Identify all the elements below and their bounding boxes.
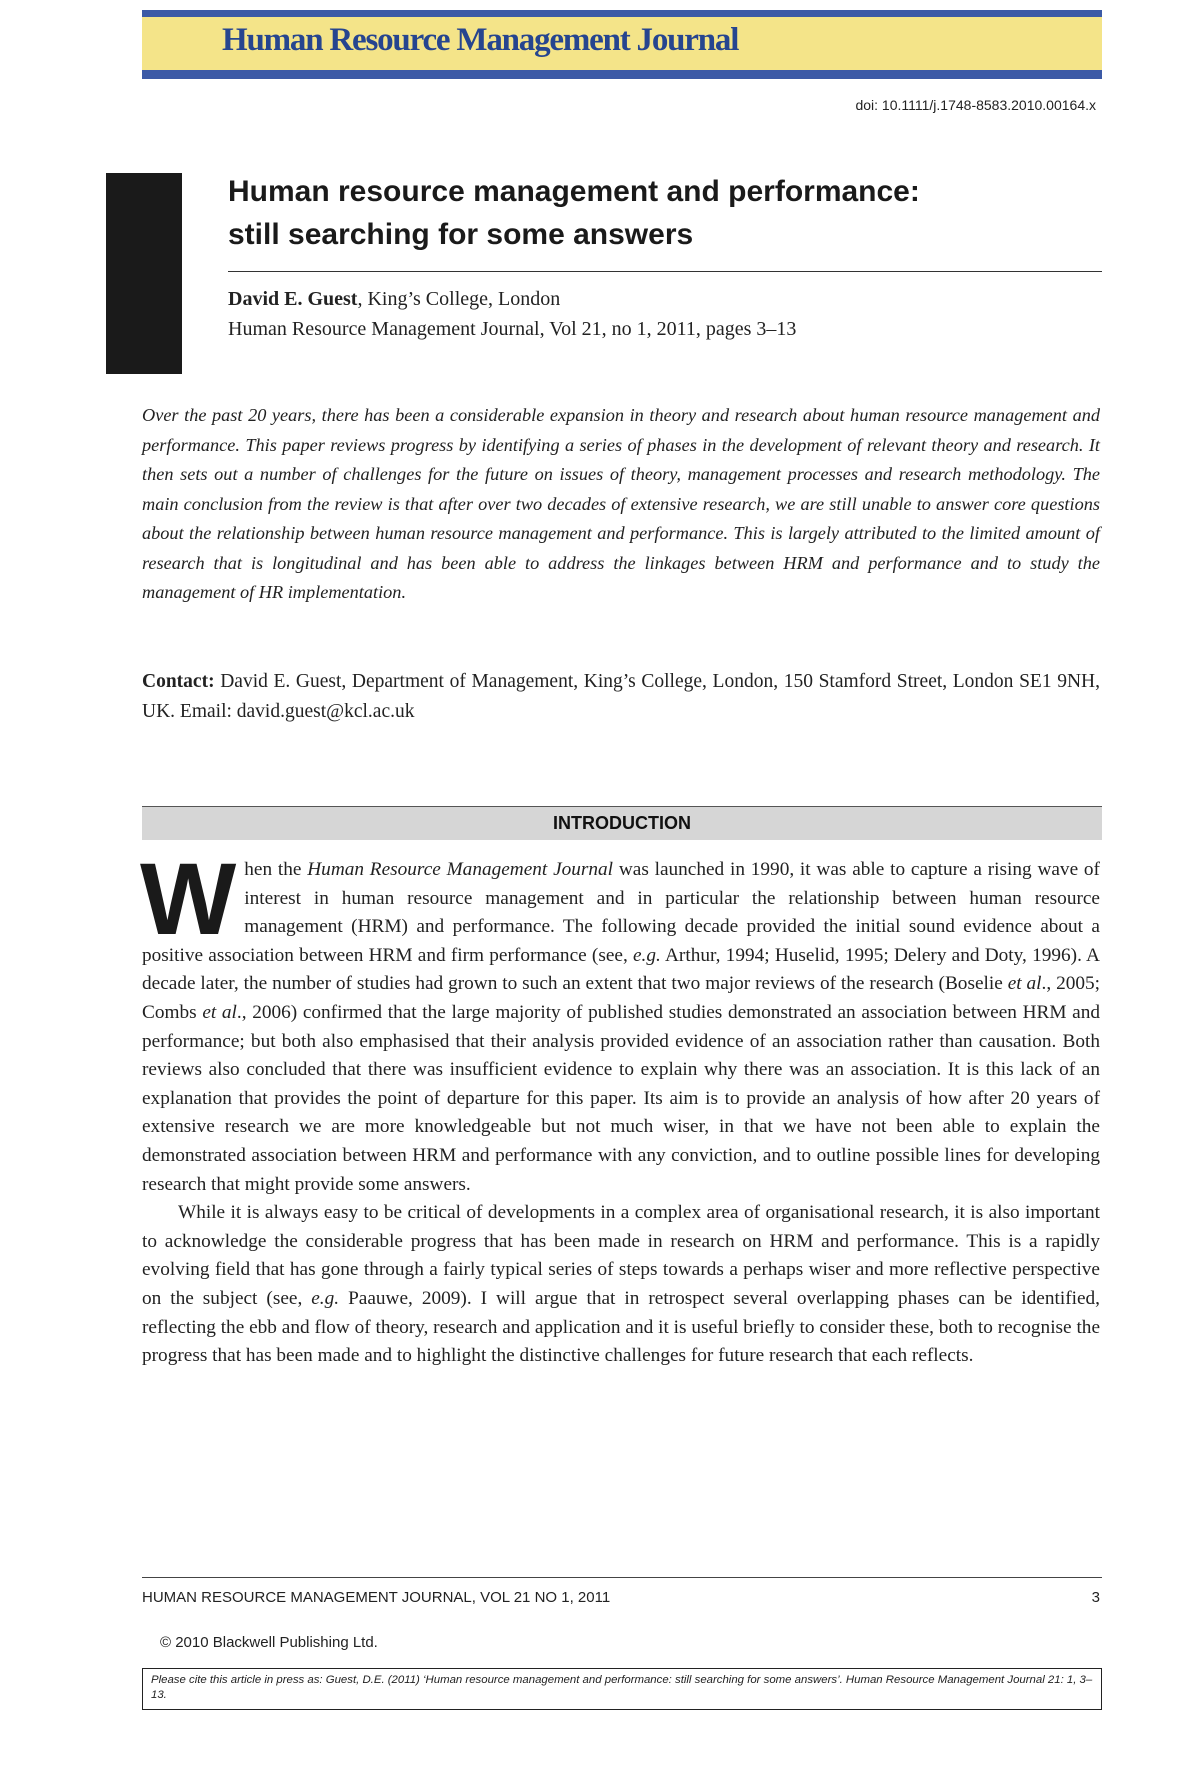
text-run: Arthur, 1994; Huselid, 1995; Delery and Doty, 1996). A decade later, the number of studies had grown to such an extent that two major reviews of the research (Boselie [142,944,1100,995]
author-name: David E. Guest [228,288,358,310]
banner-bottom-stripe [142,70,1102,79]
text-run: While it is always easy to be critical of developments in a complex area of organisational research, it is also important to acknowledge the considerable progress that has been made in research on HRM and performance. This is a rapidly evolving field that has gone through a fairly typical series of steps towards a perhaps wiser and more reflective perspective on the subject (see, [142,1202,1100,1309]
text-run: ., 2006) confirmed that the large majority of published studies demonstrated an association between HRM and performance; but both also emphasised that their analysis provided evidence of an association rather than causation. Both reviews also concluded that there was insufficient evidence to explain why there was an association. It is this lack of an explanation that provides the point of departure for this paper. Its aim is to provide an analysis of how after 20 years of extensive research we are more knowledgeable but not much wiser, in that we have not been able to explain the demonstrated association between HRM and performance with any conviction, and to outline possible lines for developing research that might provide some answers. [142,1001,1100,1195]
text-run: ., 2005; Combs [142,973,1100,1023]
citation-notice-box: Please cite this article in press as: Guest, D.E. (2011) ‘Human resource management and performance: still searching for some answers’. Human Resource Management Journal 21: 1, 3–13. [142,1668,1102,1710]
footer-journal-line: HUMAN RESOURCE MANAGEMENT JOURNAL, VOL 21 NO 1, 2011 [142,1589,611,1606]
doi: doi: 10.1111/j.1748-8583.2010.00164.x [855,97,1096,113]
copyright: © 2010 Blackwell Publishing Ltd. [160,1634,378,1651]
article-title-line1: Human resource management and performance: [228,175,920,208]
journal-banner-title: Human Resource Management Journal [222,22,739,58]
contact-label: Contact: [142,671,215,692]
eg-italic: e.g. [633,944,661,966]
eg-italic: e.g. [311,1287,340,1309]
paragraph [142,1199,1100,1371]
contact [142,667,1100,727]
article-title [228,170,1108,256]
et-al-italic: et al [202,1001,237,1023]
journal-name-italic: Human Resource Management Journal [307,859,614,880]
citation-line: Human Resource Management Journal, Vol 21, no 1, 2011, pages 3–13 [228,318,797,340]
text-run: was launched in 1990, it was able to capture a rising wave of interest in human resource management and in particular the relationship between human resource management (HRM) and performance. The following decade provided the initial sound evidence about a positive association between HRM and firm performance (see, [142,859,1100,966]
text-run: Paauwe, 2009). I will argue that in retrospect several overlapping phases can be identified, reflecting the ebb and flow of theory, research and application and it is useful briefly to consider these, both to recognise the progress that has been made and to highlight the distinctive challenges for future research that each reflects. [142,1287,1101,1367]
title-divider [228,271,1102,272]
introduction-body [140,842,1101,1371]
article-title-line2: still searching for some answers [228,218,694,251]
et-al-italic: et al [1007,973,1042,995]
author-affiliation: , King’s College, London [357,288,561,310]
abstract: Over the past 20 years, there has been a considerable expansion in theory and research about human resource management and performance. This paper reviews progress by identifying a series of phases in the development of relevant theory and research. It then sets out a number of challenges for the future on issues of theory, management processes and research methodology. The main conclusion from the review is that after over two decades of extensive research, we are still unable to answer core questions about the relationship between human resource management and performance. This is largely attributed to the limited amount of research that is longitudinal and has been able to address the linkages between HRM and performance and to study the management of HR implementation. [142,405,1100,602]
page-number: 3 [1091,1589,1100,1606]
author-block [228,284,1108,344]
section-heading-introduction: INTRODUCTION [142,806,1102,840]
drop-cap: W [140,842,237,956]
contact-text: David E. Guest, Department of Management, King’s College, London, 150 Stamford Street, London SE1 9NH, UK. Email: david.guest@kcl.ac.uk [142,671,1100,722]
footer-divider [142,1577,1102,1578]
paragraph [140,842,1100,1199]
title-marker-block [106,173,182,374]
text-run: hen the [244,859,308,880]
banner-top-stripe [142,10,1102,17]
